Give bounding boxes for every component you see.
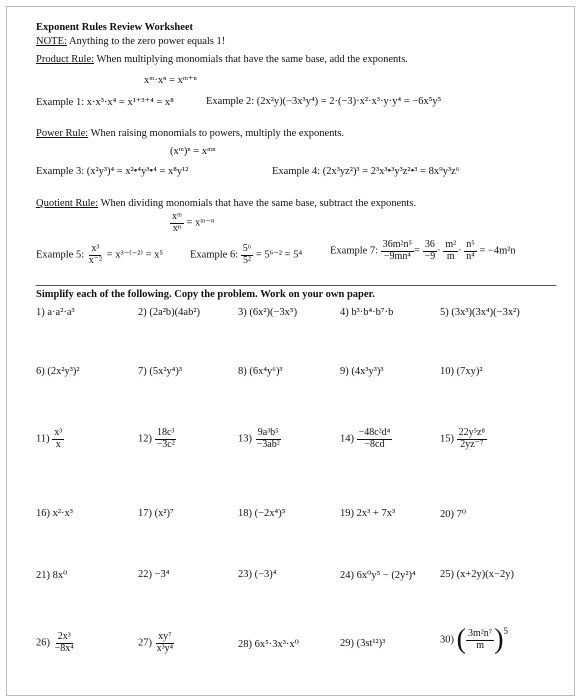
numerator: xᵐ bbox=[172, 211, 182, 222]
example-3: Example 3: (x²y³)⁴ = x²•⁴y³•⁴ = x⁸y¹² bbox=[36, 166, 189, 177]
problem-number: 26) bbox=[36, 637, 50, 649]
example-5-rhs: = x³⁻⁽⁻²⁾ = x⁵ bbox=[106, 249, 164, 261]
fraction bbox=[357, 428, 393, 450]
fraction bbox=[464, 240, 477, 262]
problem-number: 14) bbox=[340, 433, 354, 445]
denominator: n⁴ bbox=[466, 250, 475, 262]
example-7: Example 7: $\frac{\text{36m²n⁵}}{\text{−9mn⁴}}$ = $\frac{36}{-9}$ · $\frac{\text{m²}}{m}$ · $\frac{\text{n⁵}}{\text{n⁴}}$ = −4m²n bbox=[330, 239, 516, 262]
problem-number: 15) bbox=[440, 433, 454, 445]
denominator: −8x⁴ bbox=[54, 642, 74, 654]
problem-17: 17) (x²)⁷ bbox=[138, 508, 174, 519]
numerator: 18c³ bbox=[156, 427, 175, 438]
problem-6: 6) (2x²y³)² bbox=[36, 366, 80, 377]
problem-1: 1) a·a²·a³ bbox=[36, 307, 75, 318]
problem-14 bbox=[340, 428, 392, 450]
page-title: Exponent Rules Review Worksheet bbox=[36, 22, 194, 33]
note bbox=[36, 36, 225, 47]
problem-24: 24) 6x⁰y⁵ − (2y²)⁴ bbox=[340, 570, 416, 581]
instructions: Simplify each of the following. Copy the problem. Work on your own paper. bbox=[36, 289, 375, 300]
fraction bbox=[87, 244, 104, 266]
example-7-label: Example 7: bbox=[330, 245, 379, 257]
problem-19: 19) 2x³ + 7x³ bbox=[340, 508, 396, 519]
problem-number: 12) bbox=[138, 433, 152, 445]
denominator: m bbox=[476, 639, 484, 651]
quotient-rule-text: When dividing monomials that have the same base, subtract the exponents. bbox=[100, 198, 417, 209]
numerator: 2x³ bbox=[57, 631, 71, 642]
product-rule-formula: xᵐ·xⁿ = xᵐ⁺ⁿ bbox=[144, 75, 197, 86]
fraction bbox=[170, 212, 184, 234]
example-1: Example 1: x·x³·x⁴ = x¹⁺³⁺⁴ = x⁸ bbox=[36, 97, 174, 108]
note-label: NOTE: bbox=[36, 36, 67, 47]
problem-number: 27) bbox=[138, 637, 152, 649]
problem-15 bbox=[440, 428, 487, 450]
numerator: n⁵ bbox=[466, 239, 475, 250]
problem-12 bbox=[138, 428, 177, 450]
quotient-rule-label: Quotient Rule: bbox=[36, 198, 99, 209]
fraction bbox=[255, 428, 282, 450]
fraction bbox=[155, 632, 175, 654]
numerator: m² bbox=[445, 239, 457, 250]
example-5-label: Example 5: bbox=[36, 249, 85, 261]
power-rule-label: Power Rule: bbox=[36, 128, 89, 139]
denominator: −8cd bbox=[364, 438, 385, 450]
denominator: x³y⁴ bbox=[156, 642, 174, 654]
problem-30 bbox=[440, 626, 508, 654]
right-paren: ) bbox=[494, 624, 504, 655]
product-rule-text: When multiplying monomials that have the same base, add the exponents. bbox=[96, 54, 408, 65]
problem-16: 16) x²·x³ bbox=[36, 508, 73, 519]
denominator: 2yz⁻⁷ bbox=[460, 438, 484, 450]
fraction bbox=[423, 240, 438, 262]
problem-23: 23) (−3)⁴ bbox=[238, 569, 277, 580]
example-6-rhs: = 5⁶⁻² = 5⁴ bbox=[255, 249, 303, 261]
fraction bbox=[53, 632, 76, 654]
denominator: x bbox=[55, 438, 61, 450]
example-4: Example 4: (2x³yz²)³ = 2³x³•³y³z²•³ = 8x⁹y³z⁶ bbox=[272, 166, 460, 177]
quotient-rule-formula bbox=[170, 212, 214, 234]
power-rule-text: When raising monomials to powers, multiply the exponents. bbox=[90, 128, 345, 139]
fraction bbox=[155, 428, 177, 450]
problem-4: 4) b³·b⁴·b⁷·b bbox=[340, 307, 394, 318]
denominator: x⁻² bbox=[88, 254, 103, 266]
problem-18: 18) (−2x⁴)⁵ bbox=[238, 508, 286, 519]
fraction bbox=[466, 629, 494, 651]
denominator: −9 bbox=[424, 250, 436, 262]
problem-29: 29) (3st¹²)³ bbox=[340, 638, 386, 649]
divider bbox=[36, 285, 556, 286]
problem-5: 5) (3x³)(3x⁴)(−3x²) bbox=[440, 307, 520, 318]
denominator: −3c² bbox=[156, 438, 175, 450]
problem-27 bbox=[138, 632, 175, 654]
problem-11 bbox=[36, 428, 64, 450]
problem-10: 10) (7xy)² bbox=[440, 366, 483, 377]
numerator: 22y⁵z⁸ bbox=[458, 427, 486, 438]
note-text: Anything to the zero power equals 1! bbox=[68, 36, 226, 47]
example-6-label: Example 6: bbox=[190, 249, 239, 261]
numerator: −48c²d⁴ bbox=[358, 427, 391, 438]
numerator: 3m²n⁷ bbox=[467, 628, 493, 639]
problem-25: 25) (x+2y)(x−2y) bbox=[440, 569, 514, 580]
problem-7: 7) (5x²y⁴)³ bbox=[138, 366, 183, 377]
numerator: x³ bbox=[91, 243, 100, 254]
exponent: 5 bbox=[503, 626, 509, 636]
fraction bbox=[457, 428, 487, 450]
fraction bbox=[381, 240, 414, 262]
problem-number: 11) bbox=[36, 433, 50, 445]
formula-rhs: = xᵐ⁻ⁿ bbox=[186, 217, 215, 229]
problem-22: 22) −3⁴ bbox=[138, 569, 170, 580]
fraction bbox=[443, 240, 458, 262]
numerator: 5⁶ bbox=[242, 243, 252, 254]
denominator: −9mn⁴ bbox=[383, 250, 411, 262]
numerator: 9a³b⁵ bbox=[257, 427, 279, 438]
worksheet-page bbox=[6, 6, 575, 696]
denominator: m bbox=[446, 250, 455, 262]
problem-8: 8) (6x⁴y⁶)³ bbox=[238, 366, 283, 377]
product-rule-label: Product Rule: bbox=[36, 54, 95, 65]
power-rule-formula: (xᵐ)ⁿ = xᵐⁿ bbox=[170, 146, 216, 157]
quotient-rule bbox=[36, 198, 416, 209]
product-rule bbox=[36, 54, 408, 65]
numerator: x³ bbox=[54, 427, 63, 438]
problem-9: 9) (4x³y³)³ bbox=[340, 366, 384, 377]
denominator: 5² bbox=[243, 254, 251, 266]
denominator: −3ab² bbox=[256, 438, 280, 450]
fraction bbox=[241, 244, 254, 266]
problem-3: 3) (6x²)(−3x⁵) bbox=[238, 307, 298, 318]
numerator: 36m²n⁵ bbox=[382, 239, 413, 250]
example-5 bbox=[36, 244, 163, 266]
example-2: Example 2: (2x²y)(−3x³y⁴) = 2·(−3)·x²·x³·y·y⁴ = −6x⁵y⁵ bbox=[206, 96, 442, 107]
numerator: xy⁷ bbox=[158, 631, 172, 642]
example-7-rhs: = −4m²n bbox=[479, 245, 516, 257]
example-6 bbox=[190, 244, 302, 266]
left-paren: ( bbox=[456, 624, 466, 655]
problem-number: 13) bbox=[238, 433, 252, 445]
numerator: 36 bbox=[424, 239, 435, 250]
denominator: xⁿ bbox=[172, 222, 182, 234]
problem-13 bbox=[238, 428, 282, 450]
fraction bbox=[52, 428, 64, 450]
problem-21: 21) 8x⁰ bbox=[36, 570, 68, 581]
problem-20: 20) 7⁰ bbox=[440, 509, 467, 520]
problem-2: 2) (2a²b)(4ab²) bbox=[138, 307, 200, 318]
problem-number: 30) bbox=[440, 634, 454, 646]
problem-26 bbox=[36, 632, 76, 654]
power-rule bbox=[36, 128, 344, 139]
problem-28: 28) 6x⁵·3x³·x⁰ bbox=[238, 639, 299, 650]
